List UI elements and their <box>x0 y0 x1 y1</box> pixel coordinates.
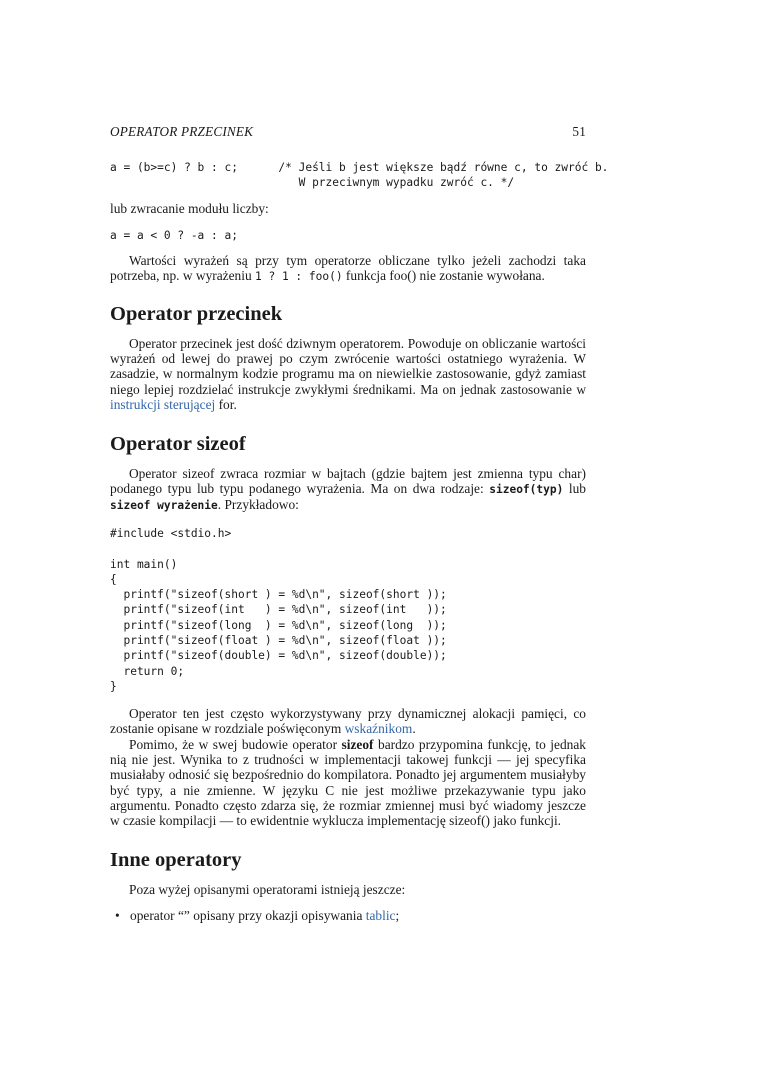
code-line: printf("sizeof(short ) = %d\n", sizeof(short )); <box>110 588 447 602</box>
bullet-icon: • <box>115 908 120 923</box>
code-line: printf("sizeof(double) = %d\n", sizeof(double)); <box>110 649 447 663</box>
ternary-note-code: 1 ? 1 : foo() <box>255 270 343 284</box>
code-line: } <box>110 679 117 693</box>
sizeof-p2-text-after: bardzo przypomina funkcję, to jednak nią nie jest. Wynika to z trudności w implementacji takowej funkcji — jej specyfika musiałaby odnosić się bezpośrednio do kompilatora. Ponadto jej argumentem musiałyby być typy, a nie zmienne. W języku C nie jest możliwe przekazywanie typu jako argumentu. Ponadto często zdarza się, że rozmiar zmiennej musi być wiadomy jeszcze w czasie kompilacji — to ewidentnie wyklucza implementację sizeof() jako funkcji. <box>110 737 586 829</box>
section-title: OPERATOR PRZECINEK <box>110 124 254 139</box>
comma-paragraph <box>110 336 586 412</box>
sizeof-intro-text-2: lub <box>563 481 586 497</box>
heading-other-operators: Inne operatory <box>110 849 242 871</box>
sizeof-intro-code-expr: sizeof wyrażenie <box>110 499 218 513</box>
list-item-label: operator “” opisany przy okazji opisywania <box>130 908 366 923</box>
sizeof-intro-text-3: . Przykładowo: <box>217 497 299 513</box>
code-line: printf("sizeof(float ) = %d\n", sizeof(float )); <box>110 634 447 648</box>
sizeof-p1-after: . <box>412 721 416 737</box>
ternary-note <box>110 253 586 284</box>
sizeof-p2-text: Pomimo, że w swej budowie operator <box>129 737 342 752</box>
sizeof-bold: sizeof <box>341 737 374 752</box>
sizeof-p1-text: Operator ten jest często wykorzystywany przy dynamicznej alokacji pamięci, co zostanie opisane w rozdziale poświęconym <box>110 706 586 737</box>
sizeof-intro-code-type: sizeof(typ) <box>489 483 564 497</box>
heading-comma-operator: Operator przecinek <box>110 303 283 325</box>
code-line: printf("sizeof(int ) = %d\n", sizeof(int )); <box>110 603 447 617</box>
list-item-after: ; <box>395 908 400 923</box>
ternary-note-text: Wartości wyrażeń są przy tym operatorze obliczane tylko jeżeli zachodzi taka potrzeba, np. w wyrażeniu <box>110 253 586 284</box>
link-control-statement[interactable]: instrukcji sterującej <box>110 396 216 412</box>
other-intro: Poza wyżej opisanymi operatorami istnieją jeszcze: <box>129 882 406 897</box>
code-line: a = (b>=c) ? b : c; /* Jeśli b jest większe bądź równe c, to zwróć b. <box>110 161 609 174</box>
link-pointers[interactable]: wskaźnikom <box>344 721 413 737</box>
sizeof-intro <box>110 466 586 514</box>
code-line: { <box>110 572 117 586</box>
sizeof-paragraph-1 <box>110 706 586 736</box>
sizeof-paragraph-2 <box>110 737 586 828</box>
comma-text-after: for. <box>215 396 237 412</box>
page-number: 51 <box>572 124 586 139</box>
code-line: printf("sizeof(long ) = %d\n", sizeof(long )); <box>110 618 447 632</box>
sizeof-code-block <box>110 526 447 694</box>
code-line <box>110 541 447 556</box>
ternary-code-block <box>110 160 608 191</box>
code-line: int main() <box>110 557 178 571</box>
running-header <box>110 124 586 140</box>
heading-sizeof-operator: Operator sizeof <box>110 433 246 455</box>
code-line: return 0; <box>110 664 185 678</box>
code-line: #include <stdio.h> <box>110 527 232 540</box>
link-arrays[interactable]: tablic <box>365 908 396 923</box>
sizeof-intro-text: Operator sizeof zwraca rozmiar w bajtach (gdzie bajtem jest zmienna typu char) podanego typu lub typu podanego wyrażenia. Ma on dwa rodzaje: <box>110 466 586 497</box>
abs-code: a = a < 0 ? -a : a; <box>110 229 238 242</box>
list-item-text <box>130 908 399 923</box>
code-line: W przeciwnym wypadku zwróć c. */ <box>110 176 515 190</box>
abs-intro: lub zwracanie modułu liczby: <box>110 201 269 216</box>
comma-text: Operator przecinek jest dość dziwnym operatorem. Powoduje on obliczanie wartości wyrażeń od lewej do prawej po czym zwrócenie wartości ostatniego wyrażenia. W zasadzie, w normalnym kodzie programu ma on niewielkie zastosowanie, gdyż zamiast niego lepiej rozdzielać instrukcje zwykłymi średnikami. Ma on jednak zastosowanie w <box>110 336 586 397</box>
ternary-note-text-after: funkcja foo() nie zostanie wywołana. <box>342 268 545 284</box>
